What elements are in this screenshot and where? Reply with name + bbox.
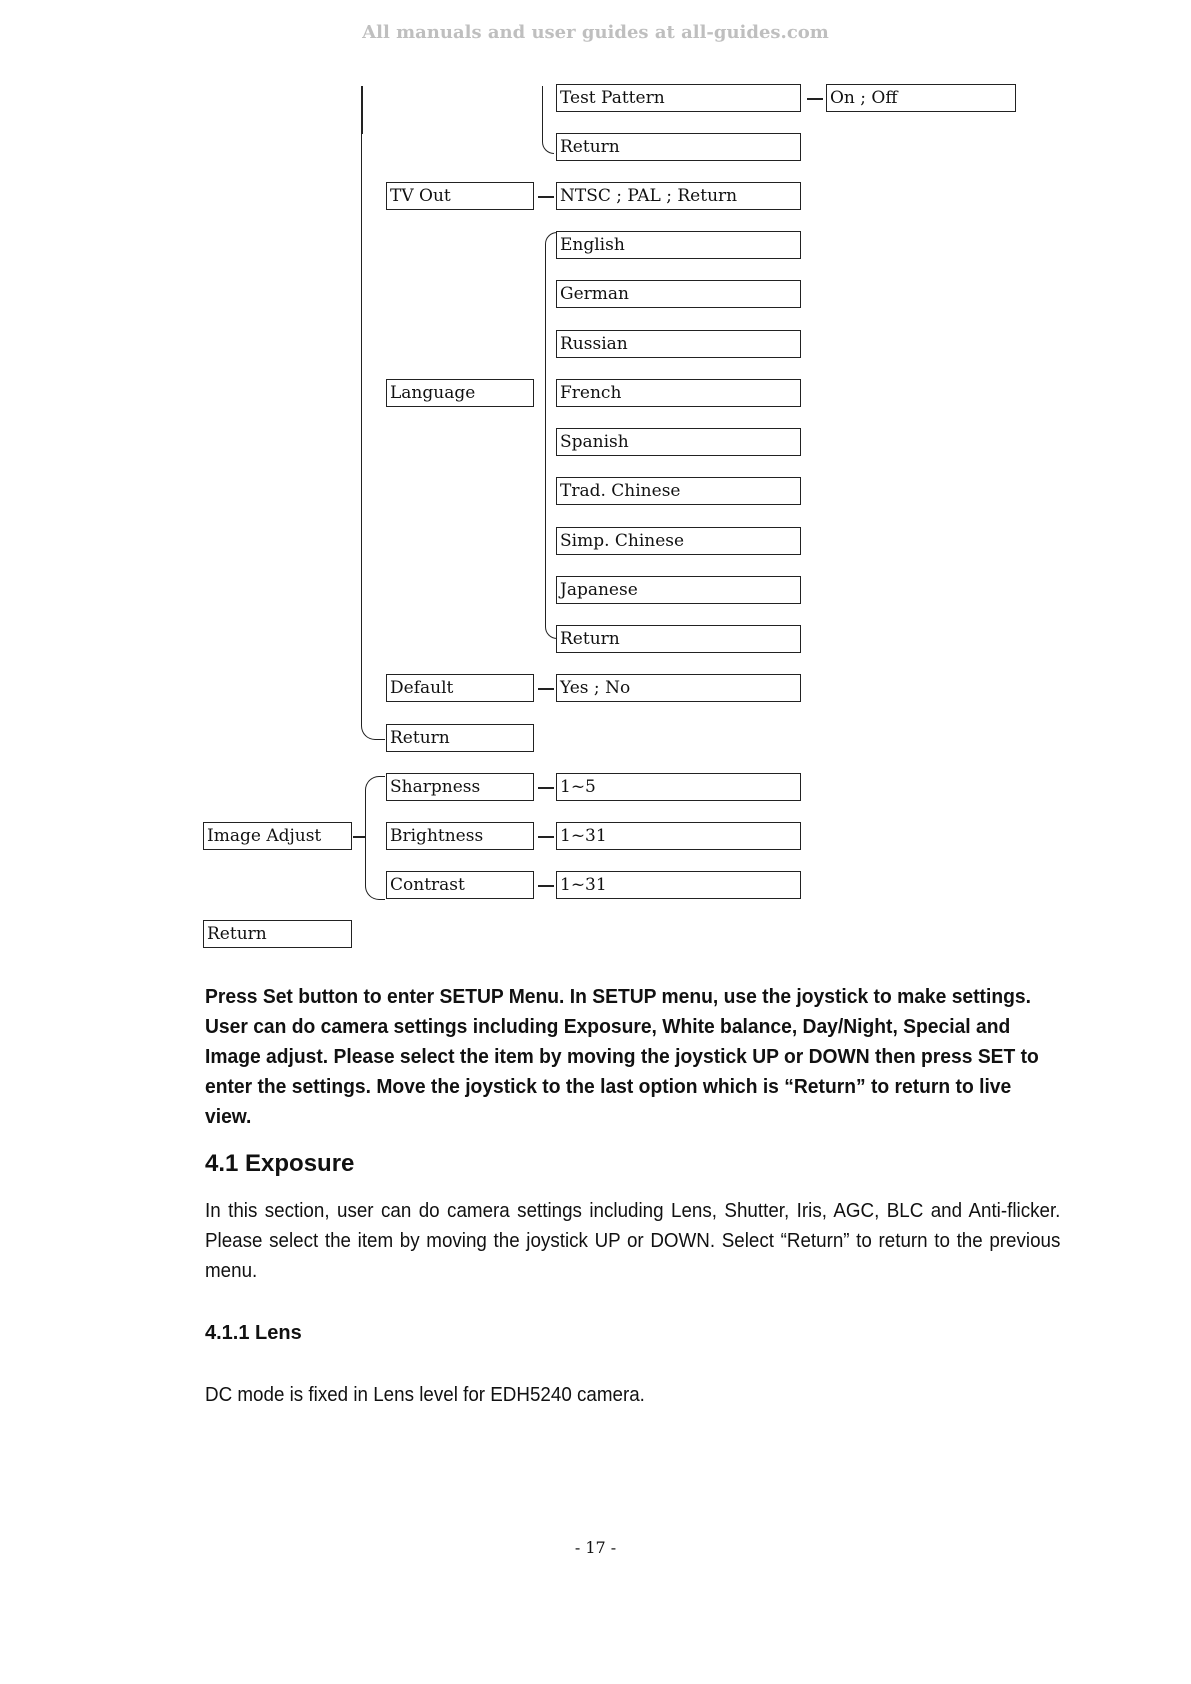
language-option: Russian xyxy=(556,330,801,358)
menu-item-tv-out: TV Out xyxy=(386,182,534,210)
value-sharpness: 1~5 xyxy=(556,773,801,801)
connector xyxy=(361,86,363,134)
connector xyxy=(538,885,554,887)
subsection-heading: 4.1.1 Lens xyxy=(205,1322,302,1344)
connector xyxy=(365,776,385,836)
connector xyxy=(538,688,554,690)
menu-item-return: Return xyxy=(556,133,801,161)
connector xyxy=(542,86,554,154)
connector xyxy=(361,134,385,740)
value-tv-out: NTSC ; PAL ; Return xyxy=(556,182,801,210)
menu-item-return: Return xyxy=(203,920,352,948)
menu-item-sharpness: Sharpness xyxy=(386,773,534,801)
connector xyxy=(538,196,554,198)
value-brightness: 1~31 xyxy=(556,822,801,850)
language-option: French xyxy=(556,379,801,407)
connector xyxy=(538,836,554,838)
language-option: Japanese xyxy=(556,576,801,604)
watermark: All manuals and user guides at all-guides.com xyxy=(362,22,829,43)
intro-paragraph: Press Set button to enter SETUP Menu. In SETUP menu, use the joystick to make settings. User can do camera settings including Exposure, White balance, Day/Night, Special and Image adjust. Please select the item by moving the joystick UP or DOWN then press SET to enter the settings. Move the joystick to the last option which is “Return” to return to live view. xyxy=(205,985,1039,1128)
menu-item-test-pattern: Test Pattern xyxy=(556,84,801,112)
language-option: Trad. Chinese xyxy=(556,477,801,505)
section-paragraph: In this section, user can do camera settings including Lens, Shutter, Iris, AGC, BLC and Anti-flicker. Please select the item by moving the joystick UP or DOWN. Select “Return” to return to the previous menu. xyxy=(205,1200,1061,1282)
page-number: - 17 - xyxy=(574,1538,617,1557)
connector xyxy=(807,98,823,100)
connector xyxy=(365,836,385,900)
connector xyxy=(538,787,554,789)
menu-item-contrast: Contrast xyxy=(386,871,534,899)
language-option: German xyxy=(556,280,801,308)
language-option: English xyxy=(556,231,801,259)
value-test-pattern: On ; Off xyxy=(826,84,1016,112)
menu-item-brightness: Brightness xyxy=(386,822,534,850)
value-contrast: 1~31 xyxy=(556,871,801,899)
menu-item-return: Return xyxy=(386,724,534,752)
menu-item-default: Default xyxy=(386,674,534,702)
language-option: Spanish xyxy=(556,428,801,456)
language-option: Simp. Chinese xyxy=(556,527,801,555)
section-heading: 4.1 Exposure xyxy=(205,1150,355,1177)
value-default: Yes ; No xyxy=(556,674,801,702)
subsection-paragraph: DC mode is fixed in Lens level for EDH5240 camera. xyxy=(205,1384,645,1406)
language-option-return: Return xyxy=(556,625,801,653)
connector xyxy=(353,836,365,838)
menu-item-language: Language xyxy=(386,379,534,407)
menu-item-image-adjust: Image Adjust xyxy=(203,822,352,850)
